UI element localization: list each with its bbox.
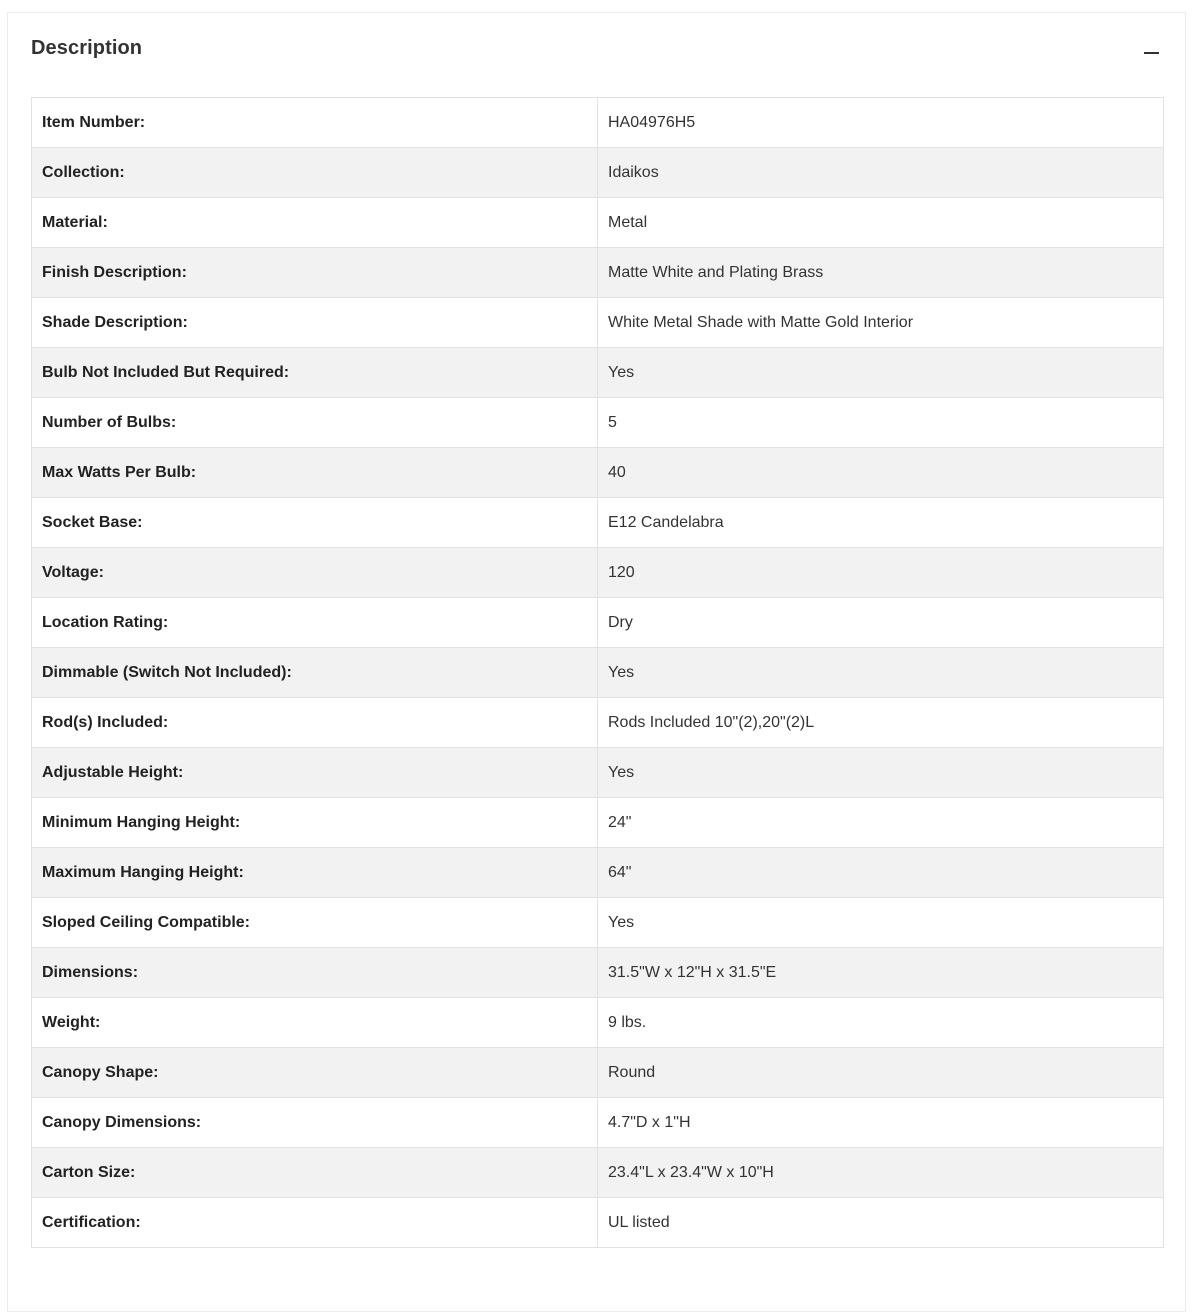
spec-value: Rods Included 10"(2),20"(2)L (598, 698, 1164, 748)
spec-value: Matte White and Plating Brass (598, 248, 1164, 298)
spec-label: Dimmable (Switch Not Included): (32, 648, 598, 698)
table-row (32, 748, 1164, 798)
table-row (32, 648, 1164, 698)
spec-label: Finish Description: (32, 248, 598, 298)
spec-label: Collection: (32, 148, 598, 198)
section-title: Description (31, 37, 143, 59)
spec-value: 24" (598, 798, 1164, 848)
spec-label: Max Watts Per Bulb: (32, 448, 598, 498)
table-row (32, 498, 1164, 548)
table-row (32, 798, 1164, 848)
spec-label: Rod(s) Included: (32, 698, 598, 748)
spec-label: Shade Description: (32, 298, 598, 348)
table-row (32, 398, 1164, 448)
spec-value: UL listed (598, 1198, 1164, 1248)
spec-label: Weight: (32, 998, 598, 1048)
spec-value: 120 (598, 548, 1164, 598)
minus-icon (1144, 52, 1159, 54)
table-row (32, 598, 1164, 648)
table-row (32, 1048, 1164, 1098)
table-row (32, 448, 1164, 498)
spec-value: Metal (598, 198, 1164, 248)
table-row (32, 848, 1164, 898)
spec-label: Voltage: (32, 548, 598, 598)
table-row (32, 298, 1164, 348)
spec-label: Material: (32, 198, 598, 248)
spec-value: Yes (598, 648, 1164, 698)
table-row (32, 548, 1164, 598)
spec-value: 40 (598, 448, 1164, 498)
spec-value: 31.5"W x 12"H x 31.5"E (598, 948, 1164, 998)
table-row (32, 1198, 1164, 1248)
spec-label: Minimum Hanging Height: (32, 798, 598, 848)
spec-label: Canopy Shape: (32, 1048, 598, 1098)
spec-label: Socket Base: (32, 498, 598, 548)
table-row (32, 1098, 1164, 1148)
spec-label: Item Number: (32, 98, 598, 148)
spec-label: Certification: (32, 1198, 598, 1248)
table-row (32, 348, 1164, 398)
spec-label: Maximum Hanging Height: (32, 848, 598, 898)
table-row (32, 898, 1164, 948)
spec-value: E12 Candelabra (598, 498, 1164, 548)
spec-label: Sloped Ceiling Compatible: (32, 898, 598, 948)
description-header[interactable] (31, 33, 1162, 69)
table-row (32, 948, 1164, 998)
spec-value: Yes (598, 348, 1164, 398)
spec-label: Number of Bulbs: (32, 398, 598, 448)
table-row (32, 98, 1164, 148)
spec-label: Dimensions: (32, 948, 598, 998)
spec-value: 23.4"L x 23.4"W x 10"H (598, 1148, 1164, 1198)
spec-value: White Metal Shade with Matte Gold Interior (598, 298, 1164, 348)
spec-label: Adjustable Height: (32, 748, 598, 798)
spec-label: Carton Size: (32, 1148, 598, 1198)
table-row (32, 148, 1164, 198)
spec-label: Bulb Not Included But Required: (32, 348, 598, 398)
spec-value: 4.7"D x 1"H (598, 1098, 1164, 1148)
spec-value: Round (598, 1048, 1164, 1098)
description-panel (7, 12, 1186, 1312)
spec-value: 9 lbs. (598, 998, 1164, 1048)
table-row (32, 248, 1164, 298)
table-row (32, 1148, 1164, 1198)
table-row (32, 198, 1164, 248)
spec-value: HA04976H5 (598, 98, 1164, 148)
collapse-toggle-button[interactable] (1142, 37, 1162, 65)
spec-value: Yes (598, 748, 1164, 798)
specs-table (31, 97, 1164, 1248)
spec-value: 64" (598, 848, 1164, 898)
spec-value: 5 (598, 398, 1164, 448)
spec-label: Canopy Dimensions: (32, 1098, 598, 1148)
table-row (32, 998, 1164, 1048)
table-row (32, 698, 1164, 748)
spec-value: Dry (598, 598, 1164, 648)
spec-value: Yes (598, 898, 1164, 948)
spec-label: Location Rating: (32, 598, 598, 648)
spec-value: Idaikos (598, 148, 1164, 198)
